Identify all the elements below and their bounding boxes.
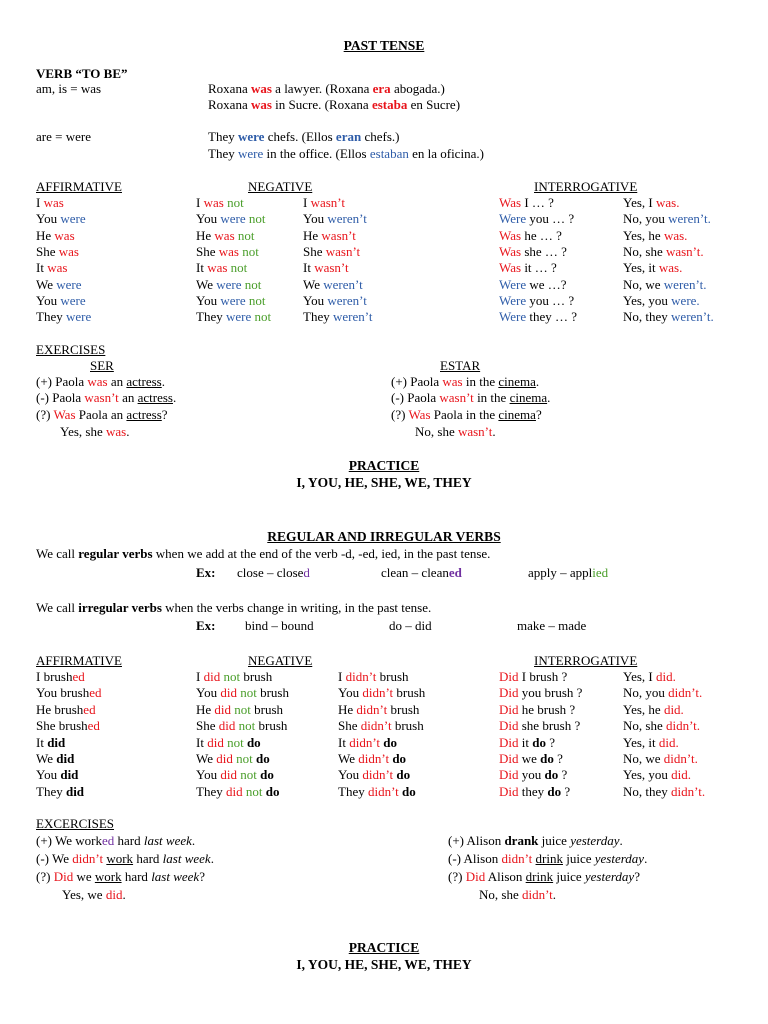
negative-cell: We were not xyxy=(196,276,262,292)
question-cell: Did she brush ? xyxy=(499,718,581,734)
practice-title: PRACTICE xyxy=(348,458,420,473)
exercise-line: (?) Did we work hard last week? xyxy=(36,869,205,884)
interrogative-header: INTERROGATIVE xyxy=(534,653,638,668)
answer-cell: Yes, he was. xyxy=(623,227,688,243)
negative-cell: He did not brush xyxy=(196,701,284,717)
exercise-line: (+) We worked hard last week. xyxy=(36,833,196,848)
affirmative-cell: I brushed xyxy=(36,669,85,684)
answer-cell: Yes, you were. xyxy=(623,292,700,308)
contraction-cell: You didn’t brush xyxy=(338,685,426,701)
exercise-line: No, she wasn’t. xyxy=(415,424,496,439)
verb-to-be-heading: VERB “TO BE” xyxy=(36,66,128,81)
regular-example: clean – cleaned xyxy=(381,565,462,580)
example-line: Roxana was a lawyer. (Roxana era abogada.) xyxy=(208,81,445,96)
negative-cell: I did not brush xyxy=(196,669,273,684)
negative-cell: It did not do xyxy=(196,734,261,750)
contraction-cell: It wasn’t xyxy=(303,260,349,276)
example-line: They were in the office. (Ellos estaban en la oficina.) xyxy=(208,146,484,161)
negative-cell: They did not do xyxy=(196,783,280,799)
exercise-line: (?) Was Paola an actress? xyxy=(36,407,168,422)
affirmative-cell: They did xyxy=(36,783,85,799)
regular-example: close – closed xyxy=(237,565,310,580)
affirmative-cell: They were xyxy=(36,309,92,325)
negative-cell: It was not xyxy=(196,260,248,276)
ser-heading: SER xyxy=(90,358,114,373)
question-cell: Was it … ? xyxy=(499,260,557,276)
answer-cell: No, you didn’t. xyxy=(623,685,703,701)
interrogative-header: INTERROGATIVE xyxy=(534,179,638,194)
exercise-line: (?) Was Paola in the cinema? xyxy=(391,407,542,422)
answer-cell: No, they weren’t. xyxy=(623,309,714,325)
example-line: Roxana was in Sucre. (Roxana estaba en Sucre) xyxy=(208,97,461,112)
negative-cell: She was not xyxy=(196,243,259,259)
answer-cell: No, you weren’t. xyxy=(623,211,711,227)
affirmative-cell: You did xyxy=(36,767,79,783)
exercise-line: (-) Paola wasn’t in the cinema. xyxy=(391,390,551,405)
affirmative-cell: You brushed xyxy=(36,685,102,701)
affirmative-cell: He was xyxy=(36,227,75,243)
negative-cell: They were not xyxy=(196,309,272,325)
exercise-line: (+) Paola was an actress. xyxy=(36,374,165,389)
practice-pronouns: I, YOU, HE, SHE, WE, THEY xyxy=(296,957,472,972)
exercise-line: (+) Paola was in the cinema. xyxy=(391,374,540,389)
answer-cell: Yes, I was. xyxy=(623,195,680,210)
contraction-cell: They didn’t do xyxy=(338,783,416,799)
affirmative-cell: He brushed xyxy=(36,701,96,717)
question-cell: Was I … ? xyxy=(499,195,554,210)
question-cell: Did he brush ? xyxy=(499,701,576,717)
affirmative-cell: It was xyxy=(36,260,68,276)
negative-header: NEGATIVE xyxy=(248,179,313,194)
exercises-heading: EXERCISES xyxy=(36,342,106,357)
question-cell: Were we …? xyxy=(499,276,567,292)
contraction-cell: She didn’t brush xyxy=(338,718,424,734)
question-cell: Did you brush ? xyxy=(499,685,583,701)
negative-header: NEGATIVE xyxy=(248,653,313,668)
example-label: Ex: xyxy=(196,565,216,580)
contraction-cell: We didn’t do xyxy=(338,751,407,766)
question-cell: Was he … ? xyxy=(499,227,562,243)
regular-irregular-title: REGULAR AND IRREGULAR VERBS xyxy=(267,529,501,544)
contraction-cell: I didn’t brush xyxy=(338,669,409,684)
negative-cell: You were not xyxy=(196,292,266,308)
negative-cell: She did not brush xyxy=(196,718,288,734)
contraction-cell: It didn’t do xyxy=(338,734,398,750)
negative-cell: We did not do xyxy=(196,751,270,766)
affirmative-cell: We did xyxy=(36,751,75,766)
contraction-cell: I wasn’t xyxy=(303,195,346,210)
regular-example: apply – applied xyxy=(528,565,609,580)
exercise-line: Yes, she was. xyxy=(60,424,130,439)
question-cell: Were you … ? xyxy=(499,211,575,227)
contraction-cell: We weren’t xyxy=(303,276,363,292)
negative-cell: He was not xyxy=(196,227,255,243)
answer-cell: No, they didn’t. xyxy=(623,783,706,799)
answer-cell: Yes, it was. xyxy=(623,260,683,276)
affirmative-cell: She was xyxy=(36,243,79,259)
exercise-line: (-) We didn’t work hard last week. xyxy=(36,851,214,866)
practice-title: PRACTICE xyxy=(348,940,420,955)
contraction-cell: You weren’t xyxy=(303,211,367,227)
affirmative-cell: You were xyxy=(36,211,86,227)
question-cell: Were you … ? xyxy=(499,292,575,308)
irregular-example: make – made xyxy=(517,618,587,633)
question-cell: Did they do ? xyxy=(499,783,571,799)
negative-cell: You did not brush xyxy=(196,685,289,701)
negative-cell: You were not xyxy=(196,211,266,227)
affirmative-header: AFFIRMATIVE xyxy=(36,179,122,194)
practice-pronouns: I, YOU, HE, SHE, WE, THEY xyxy=(296,475,472,490)
answer-cell: Yes, he did. xyxy=(623,701,684,717)
question-cell: Was she … ? xyxy=(499,243,567,259)
was-rule: am, is = was xyxy=(36,81,102,96)
negative-cell: You did not do xyxy=(196,767,274,783)
affirmative-cell: She brushed xyxy=(36,718,100,734)
contraction-cell: You weren’t xyxy=(303,292,367,308)
answer-cell: No, she wasn’t. xyxy=(623,243,704,259)
answer-cell: No, we weren’t. xyxy=(623,276,707,292)
irregular-example: do – did xyxy=(389,618,432,633)
contraction-cell: She wasn’t xyxy=(303,243,361,259)
example-label: Ex: xyxy=(196,618,216,633)
exercise-line: Yes, we did. xyxy=(62,887,126,902)
regular-definition: We call regular verbs when we add at the end of the verb -d, -ed, ied, in the past tense. xyxy=(36,546,491,561)
exercise-line: No, she didn’t. xyxy=(479,887,557,902)
question-cell: Did you do ? xyxy=(499,767,568,783)
exercise-line: (-) Paola wasn’t an actress. xyxy=(36,390,177,405)
answer-cell: Yes, it did. xyxy=(623,734,679,750)
affirmative-cell: You were xyxy=(36,292,86,308)
question-cell: Did I brush ? xyxy=(499,669,568,684)
exercise-line: (-) Alison didn’t drink juice yesterday. xyxy=(448,851,648,866)
affirmative-cell: It did xyxy=(36,734,66,750)
answer-cell: No, she didn’t. xyxy=(623,718,701,734)
contraction-cell: They weren’t xyxy=(303,309,373,325)
answer-cell: Yes, you did. xyxy=(623,767,692,783)
question-cell: Were they … ? xyxy=(499,309,578,325)
were-rule: are = were xyxy=(36,129,91,144)
excercises-heading: EXCERCISES xyxy=(36,816,115,831)
negative-cell: I was not xyxy=(196,195,244,210)
page-title: PAST TENSE xyxy=(343,38,425,53)
estar-heading: ESTAR xyxy=(440,358,481,373)
example-line: They were chefs. (Ellos eran chefs.) xyxy=(208,129,400,144)
contraction-cell: He didn’t brush xyxy=(338,701,420,717)
answer-cell: Yes, I did. xyxy=(623,669,676,684)
affirmative-header: AFFIRMATIVE xyxy=(36,653,122,668)
exercise-line: (+) Alison drank juice yesterday. xyxy=(448,833,623,848)
irregular-definition: We call irregular verbs when the verbs change in writing, in the past tense. xyxy=(36,600,432,615)
question-cell: Did we do ? xyxy=(499,751,563,766)
exercise-line: (?) Did Alison drink juice yesterday? xyxy=(448,869,640,884)
contraction-cell: You didn’t do xyxy=(338,767,411,783)
answer-cell: No, we didn’t. xyxy=(623,751,698,766)
question-cell: Did it do ? xyxy=(499,734,555,750)
affirmative-cell: I was xyxy=(36,195,64,210)
irregular-example: bind – bound xyxy=(245,618,314,633)
affirmative-cell: We were xyxy=(36,276,82,292)
contraction-cell: He wasn’t xyxy=(303,227,356,243)
